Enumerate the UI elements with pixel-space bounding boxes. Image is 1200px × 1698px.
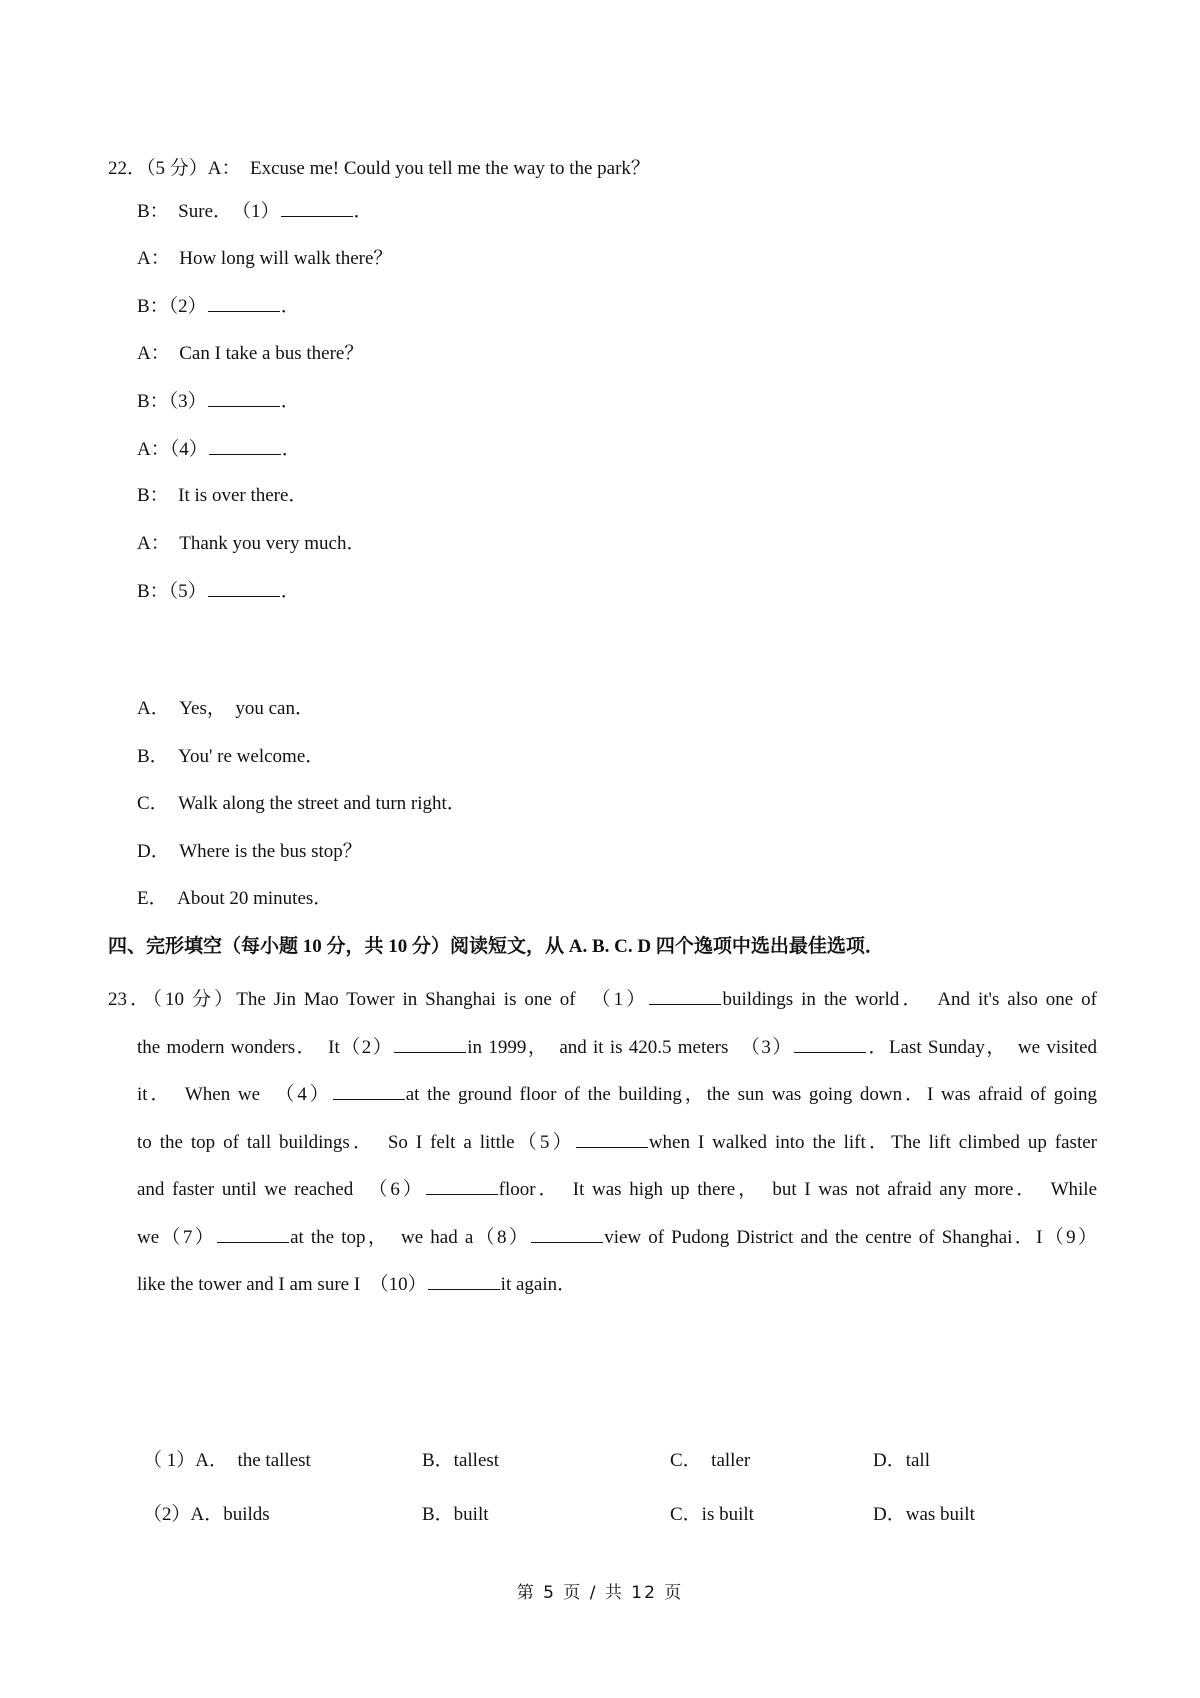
passage-line <box>137 1214 1097 1262</box>
dialogue-punct: ． <box>281 438 301 460</box>
cloze-blank[interactable] <box>428 1271 500 1290</box>
dialogue-line <box>137 483 307 509</box>
dialogue-text: B：（2） <box>137 296 207 317</box>
choice-row <box>0 1502 1200 1528</box>
dialogue-line <box>137 293 300 320</box>
cloze-blank[interactable] <box>794 1034 866 1053</box>
passage-line <box>137 1119 1097 1167</box>
dialogue-text: B： Sure． （1） <box>137 201 280 222</box>
passage-text: we（7） <box>137 1226 217 1248</box>
passage-text: like the tower and I am sure I （10） <box>137 1274 427 1295</box>
dialogue-text: A： How long will walk there？ <box>137 247 393 269</box>
passage-text: it． When we （4） <box>137 1084 332 1105</box>
choice-option: B．built <box>422 1504 489 1525</box>
q22-option: B． You' re welcome． <box>137 745 325 767</box>
passage-line <box>137 1024 1097 1072</box>
passage-text: at the top， we had a（8） <box>290 1226 531 1248</box>
passage-text: ．Last Sunday， we visited <box>866 1036 1098 1058</box>
passage-text: 23．（10 分）The Jin Mao Tower in Shanghai is one of （1） <box>108 989 649 1010</box>
dialogue-line <box>137 578 300 605</box>
passage-line <box>137 1261 1097 1309</box>
dialogue-line <box>137 531 365 557</box>
passage-text: and faster until we reached （6） <box>137 1179 425 1200</box>
passage-text: in 1999， and it is 420.5 meters （3） <box>467 1036 793 1058</box>
dialogue-line <box>137 388 300 415</box>
cloze-blank[interactable] <box>394 1034 466 1053</box>
dialogue-text: B：（5） <box>137 581 207 602</box>
section-4-title: 四、完形填空（每小题 10 分，共 10 分）阅读短文，从 A. B. C. D 四个逸项中选出最佳选项． <box>108 936 884 957</box>
q23-passage <box>108 976 1098 1309</box>
cloze-blank[interactable] <box>576 1129 648 1148</box>
dialogue-text: A：（4） <box>137 438 208 460</box>
passage-text: the modern wonders． It（2） <box>137 1036 394 1058</box>
passage-text: when I walked into the lift．The lift climbed up faster <box>648 1131 1097 1153</box>
choice-option: （2）A．builds <box>143 1504 270 1525</box>
page-footer: 第 5 页 / 共 12 页 <box>516 1583 684 1603</box>
passage-line <box>137 1071 1097 1119</box>
choice-option: D．tall <box>873 1450 930 1471</box>
dialogue-punct: ． <box>280 391 300 412</box>
cloze-blank[interactable] <box>531 1224 603 1243</box>
passage-text: to the top of tall buildings． So I felt a little（5） <box>137 1131 575 1153</box>
dialogue-punct: ． <box>353 201 373 222</box>
q22-option: A． Yes， you can． <box>137 698 314 719</box>
cloze-blank[interactable] <box>426 1176 498 1195</box>
passage-text: view of Pudong District and the centre of Shanghai．I（9） <box>604 1226 1097 1248</box>
dialogue-punct: ． <box>280 296 300 317</box>
choice-option: B．tallest <box>422 1450 500 1471</box>
q22-option: D． Where is the bus stop？ <box>137 840 362 862</box>
dialogue-punct: ． <box>280 581 300 602</box>
passage-text: at the ground floor of the building，the sun was going down．I was afraid of going <box>405 1084 1097 1105</box>
choice-option: （ 1）A． the tallest <box>143 1450 311 1471</box>
choice-row <box>0 1448 1200 1474</box>
answer-blank[interactable] <box>208 388 280 407</box>
dialogue-text: B：（3） <box>137 391 207 412</box>
answer-blank[interactable] <box>209 436 281 455</box>
choice-option: C． taller <box>670 1450 751 1471</box>
dialogue-text: B： It is over there． <box>137 485 308 506</box>
dialogue-line <box>137 246 392 272</box>
dialogue-line <box>137 436 301 463</box>
answer-blank[interactable] <box>208 578 280 597</box>
dialogue-text: A： Thank you very much． <box>137 532 366 554</box>
cloze-blank[interactable] <box>333 1081 405 1100</box>
passage-text: it again． <box>500 1274 577 1295</box>
choice-option: D．was built <box>873 1504 975 1525</box>
passage-line <box>137 1166 1097 1214</box>
dialogue-line <box>137 198 373 225</box>
q22-option: E． About 20 minutes． <box>137 888 333 909</box>
cloze-blank[interactable] <box>217 1224 289 1243</box>
q22-option: C． Walk along the street and turn right． <box>137 793 466 814</box>
cloze-blank[interactable] <box>649 986 721 1005</box>
dialogue-text: A： Can I take a bus there？ <box>137 342 364 364</box>
answer-blank[interactable] <box>208 293 280 312</box>
q22-header: 22．（5 分）A： Excuse me! Could you tell me the way to the park？ <box>108 158 650 179</box>
dialogue-line <box>137 341 363 367</box>
answer-blank[interactable] <box>281 198 353 217</box>
choice-option: C．is built <box>670 1504 754 1525</box>
passage-line <box>108 976 1097 1024</box>
passage-text: buildings in the world． And it's also one of <box>722 989 1097 1010</box>
passage-text: floor． It was high up there， but I was not afraid any more． While <box>498 1179 1097 1200</box>
